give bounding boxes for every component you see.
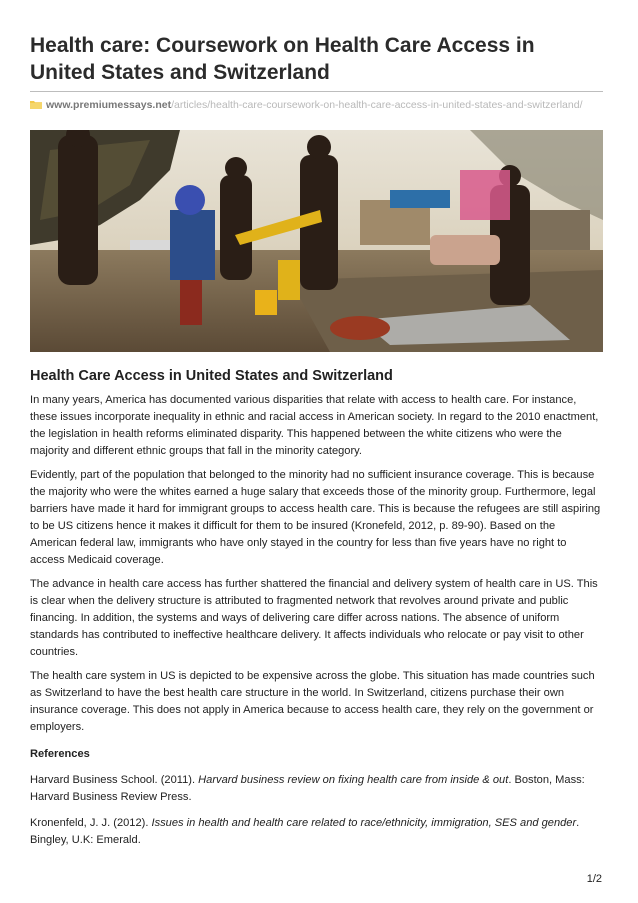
reference-publisher: . Boston, Mass: Harvard Business Review Press. [30, 774, 585, 803]
paragraph-1: In many years, America has documented various disparities that relate with access to health care. For instance, these issues incorporate inequality in ethnic and racial access in American society. In regard to the 2010 enactment, the legislation in health reforms eliminated disparity. This happened between the white citizens who were the majority and different ethnic groups that fall in the minority category. [30, 394, 599, 457]
folder-icon [30, 100, 42, 109]
reference-title: Issues in health and health care related to race/ethnicity, immigration, SES and gender [151, 817, 577, 829]
document-page [30, 32, 603, 849]
article-photo [30, 130, 603, 352]
source-url[interactable] [30, 98, 603, 112]
paragraph-2: Evidently, part of the population that belonged to the minority had no sufficient insurance coverage. This is because the majority who were the whites earned a huge salary that exceeds those of the minority group. Furthermore, legal barriers have made it hard for immigrant groups to access health care. This is because the refugees are still aspiring to be US citizens hence it makes it difficult for them to be insured (Kronefeld, 2012, p. 89-90). Based on the American federal law, immigrants who have only stayed in the country for less than five years have no right to access Medicaid coverage. [30, 469, 601, 566]
reference-title: Harvard business review on fixing health care from inside & out [198, 774, 509, 786]
paragraph-4: The health care system in US is depicted to be expensive across the globe. This situation has made countries such as Switzerland to have the best health care structure in the world. In Switzerland, citizens purchase their own insurance coverage. This does not apply in America because to access health care, they rely on the government or employers. [30, 670, 595, 733]
page-number: 1/2 [586, 873, 602, 885]
reference-publisher: . Bingley, U.K: Emerald. [30, 817, 580, 846]
section-heading: Health Care Access in United States and Switzerland [30, 368, 393, 384]
reference-item [30, 815, 603, 849]
title-divider [30, 91, 603, 92]
reference-item [30, 772, 603, 806]
reference-author: Harvard Business School. (2011). [30, 774, 199, 786]
page-title: Health care: Coursework on Health Care Access in United States and Switzerland [30, 34, 535, 84]
source-path[interactable]: /articles/health-care-coursework-on-health-care-access-in-united-states-and-switzerland/ [171, 99, 583, 111]
reference-author: Kronenfeld, J. J. (2012). [30, 817, 152, 829]
references-heading: References [30, 748, 90, 760]
source-domain[interactable]: www.premiumessays.net [46, 99, 172, 111]
paragraph-3: The advance in health care access has further shattered the financial and delivery system of health care in US. This is clear when the delivery structure is attributed to fragmented network that revolves around private and public financing. In addition, the systems and ways of delivering care differ across nations. The absence of uniform standards has contributed to ineffective healthcare delivery. It affects individuals who relocate or pay visit to other countries. [30, 578, 598, 658]
